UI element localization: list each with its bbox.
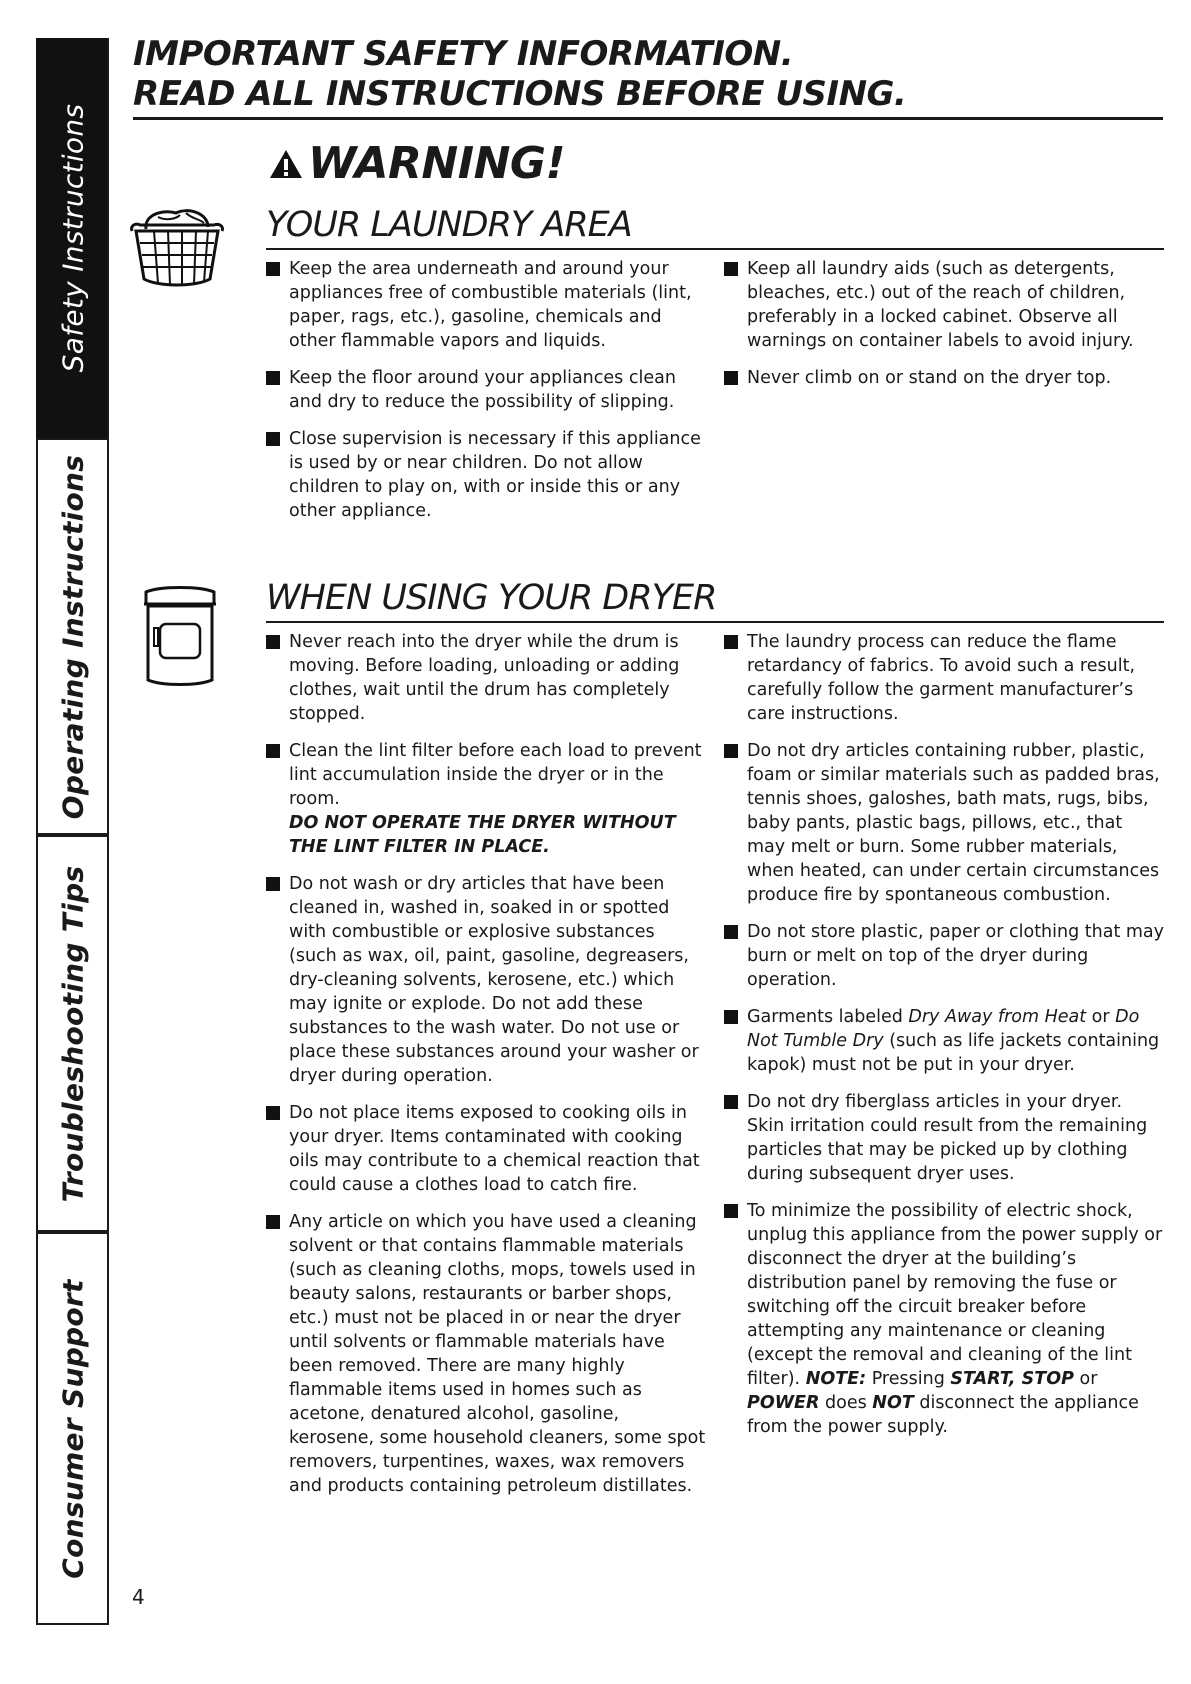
button-name-start-stop: START, STOP [950,1369,1074,1389]
list-item: Keep the floor around your appliances clean and dry to reduce the possibility of slipping. [266,366,706,414]
list-item-text: disconnect the appliance from the power supply. [747,1393,1139,1437]
tab-operating-instructions[interactable] [36,438,108,835]
list-item-text: Clean the lint filter before each load to prevent lint accumulation inside the dryer or in the room. [289,741,702,809]
tab-label: Consumer Support [56,1278,90,1579]
list-item: Any article on which you have used a cleaning solvent or that contains flammable materials (such as cleaning cloths, mops, towels used in beauty salons, restaurants or barber shops, etc.) must not be placed in or near the dryer until solvents or flammable materials have been removed. There are many highly flammable items used in homes such as acetone, denatured alcohol, gasoline, kerosene, some household cleaners, some spot removers, turpentines, waxes, wax removers and products containing petroleum distillates. [266,1210,706,1498]
list-item [724,1199,1164,1439]
list-item-italic: Dry Away from Heat [908,1007,1087,1027]
list-item: Do not store plastic, paper or clothing that may burn or melt on top of the dryer during operation. [724,920,1164,992]
tab-label: Safety Instructions [56,103,90,373]
header-rule [133,117,1163,120]
warning-heading [268,138,565,189]
tab-label: Operating Instructions [56,454,90,819]
list-item: Do not wash or dry articles that have been cleaned in, washed in, soaked in or spotted with combustible or explosive substances (such as wax, oil, paint, gasoline, degreasers, dry-cleaning solvents, kerosene, etc.) which may ignite or explode. Do not add these substances to the wash water. Do not use or place these substances around your washer or dryer during operation. [266,872,706,1088]
title-line-2: READ ALL INSTRUCTIONS BEFORE USING. [133,74,907,114]
section-rule [266,248,1164,250]
tab-safety-instructions[interactable] [36,38,108,438]
laundry-basket-icon [128,207,226,289]
note-label: NOTE: [805,1369,867,1389]
list-item-text: Garments labeled [747,1007,909,1027]
using-dryer-right-column [724,630,1164,1452]
list-item-text: does [825,1393,867,1413]
list-item: Do not place items exposed to cooking oils in your dryer. Items contaminated with cooking oils may contribute to a chemical reaction that could cause a clothes load to catch fire. [266,1101,706,1197]
list-item: Do not dry fiberglass articles in your dryer. Skin irritation could result from the remaining particles that may be picked up by clothing during subsequent dryer uses. [724,1090,1164,1186]
page-title [133,34,1163,114]
list-item-text: or [1086,1007,1116,1027]
list-item: The laundry process can reduce the flame retardancy of fabrics. To avoid such a result, carefully follow the garment manufacturer’s care instructions. [724,630,1164,726]
section-title-laundry-area: YOUR LAUNDRY AREA [266,205,632,245]
using-dryer-left-column [266,630,706,1511]
list-item [724,1005,1164,1077]
list-item: Never reach into the dryer while the drum is moving. Before loading, unloading or adding clothes, wait until the drum has completely stopped. [266,630,706,726]
not-emphasis: NOT [872,1393,914,1413]
tab-label: Troubleshooting Tips [56,865,90,1202]
list-item-emphasis: DO NOT OPERATE THE DRYER WITHOUT THE LINT FILTER IN PLACE. [289,813,676,857]
button-name-power: POWER [747,1393,820,1413]
dryer-icon [140,584,220,688]
list-item [266,739,706,859]
side-tabs [36,38,108,1625]
list-item: Never climb on or stand on the dryer top. [724,366,1164,390]
list-item: Close supervision is necessary if this appliance is used by or near children. Do not allow children to play on, with or inside this or any other appliance. [266,427,706,523]
tab-troubleshooting-tips[interactable] [36,835,108,1232]
tab-consumer-support[interactable] [36,1232,108,1625]
section-title-using-dryer: WHEN USING YOUR DRYER [266,578,717,618]
section-rule [266,621,1164,623]
list-item-text: or [1079,1369,1098,1389]
tab-divider [107,38,109,1625]
title-line-1: IMPORTANT SAFETY INFORMATION. [133,34,794,74]
laundry-area-right-column [724,257,1164,403]
warning-label: WARNING! [308,138,566,189]
list-item-text: (such as life jackets containing kapok) must not be put in your dryer. [747,1031,1160,1075]
list-item: Keep the area underneath and around your appliances free of combustible materials (lint, paper, rags, etc.), gasoline, chemicals and other flammable vapors and liquids. [266,257,706,353]
laundry-area-left-column [266,257,706,536]
page-number: 4 [132,1585,145,1609]
warning-triangle-icon [268,148,304,180]
list-item-text: To minimize the possibility of electric shock, unplug this appliance from the power supply or disconnect the dryer at the building’s distribution panel by removing the fuse or switching off the circuit breaker before attempting any maintenance or cleaning (except the removal and cleaning of the lint filter). [747,1201,1163,1389]
list-item: Do not dry articles containing rubber, plastic, foam or similar materials such as padded bras, tennis shoes, galoshes, bath mats, rugs, bibs, baby pants, plastic bags, pillows, etc., that may melt or burn. Some rubber materials, when heated, can under certain circumstances produce fire by spontaneous combustion. [724,739,1164,907]
list-item-italic: Do Not Tumble Dry [747,1007,1140,1051]
list-item: Keep all laundry aids (such as detergents, bleaches, etc.) out of the reach of children, preferably in a locked cabinet. Observe all warnings on container labels to avoid injury. [724,257,1164,353]
list-item-text: Pressing [871,1369,945,1389]
